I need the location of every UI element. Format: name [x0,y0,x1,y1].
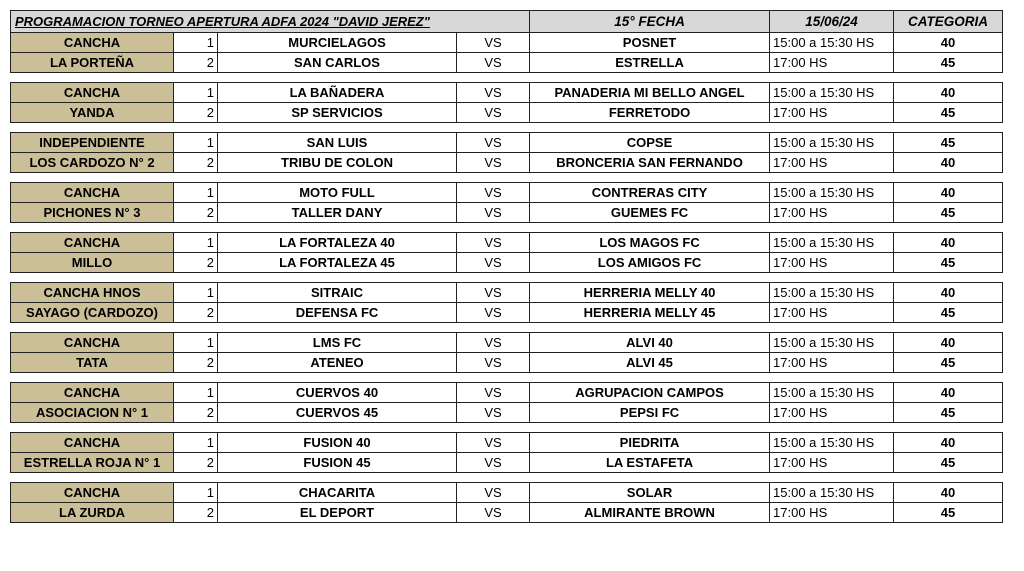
match-category: 40 [894,433,1003,453]
home-team: CUERVOS 45 [218,403,457,423]
vs-label: VS [457,253,530,273]
venue-name-line2: PICHONES N° 3 [11,203,174,223]
match-category: 40 [894,333,1003,353]
away-team: BRONCERIA SAN FERNANDO [530,153,770,173]
match-category: 45 [894,133,1003,153]
match-row [11,383,1003,403]
vs-label: VS [457,183,530,203]
match-number: 2 [174,103,218,123]
away-team: AGRUPACION CAMPOS [530,383,770,403]
match-row [11,283,1003,303]
home-team: LA FORTALEZA 45 [218,253,457,273]
match-row [11,33,1003,53]
home-team: MURCIELAGOS [218,33,457,53]
match-row [11,333,1003,353]
vs-label: VS [457,303,530,323]
venue-name-line1: CANCHA [11,233,174,253]
spacer-row [11,173,1003,183]
match-row [11,83,1003,103]
venue-name-line2: TATA [11,353,174,373]
match-row [11,133,1003,153]
spacer-cell [11,273,1003,283]
match-row [11,433,1003,453]
match-row [11,453,1003,473]
fixture-table [10,10,1003,523]
away-team: LOS AMIGOS FC [530,253,770,273]
match-number: 2 [174,253,218,273]
header-row [11,11,1003,33]
away-team: SOLAR [530,483,770,503]
home-team: MOTO FULL [218,183,457,203]
home-team: SAN CARLOS [218,53,457,73]
away-team: HERRERIA MELLY 45 [530,303,770,323]
spacer-row [11,73,1003,83]
vs-label: VS [457,33,530,53]
vs-label: VS [457,483,530,503]
venue-name-line1: INDEPENDIENTE [11,133,174,153]
match-category: 45 [894,103,1003,123]
match-category: 40 [894,233,1003,253]
venue-name-line1: CANCHA [11,183,174,203]
home-team: FUSION 40 [218,433,457,453]
spacer-cell [11,423,1003,433]
match-time: 17:00 HS [770,353,894,373]
venue-name-line1: CANCHA [11,383,174,403]
match-time: 17:00 HS [770,503,894,523]
match-time: 15:00 a 15:30 HS [770,383,894,403]
round-label: 15° FECHA [530,11,770,33]
venue-name-line1: CANCHA HNOS [11,283,174,303]
away-team: COPSE [530,133,770,153]
away-team: ALMIRANTE BROWN [530,503,770,523]
spacer-cell [11,373,1003,383]
match-category: 45 [894,253,1003,273]
away-team: HERRERIA MELLY 40 [530,283,770,303]
home-team: TRIBU DE COLON [218,153,457,173]
venue-name-line2: ESTRELLA ROJA N° 1 [11,453,174,473]
match-time: 15:00 a 15:30 HS [770,33,894,53]
match-category: 40 [894,83,1003,103]
match-category: 45 [894,53,1003,73]
match-category: 40 [894,483,1003,503]
venue-name-line2: SAYAGO (CARDOZO) [11,303,174,323]
vs-label: VS [457,453,530,473]
home-team: CHACARITA [218,483,457,503]
match-time: 15:00 a 15:30 HS [770,233,894,253]
match-number: 2 [174,453,218,473]
spacer-row [11,273,1003,283]
away-team: PIEDRITA [530,433,770,453]
match-number: 2 [174,153,218,173]
venue-name-line1: CANCHA [11,83,174,103]
match-category: 45 [894,203,1003,223]
tournament-title: PROGRAMACION TORNEO APERTURA ADFA 2024 "DAVID JEREZ" [11,11,530,33]
match-time: 15:00 a 15:30 HS [770,133,894,153]
spacer-cell [11,473,1003,483]
match-time: 15:00 a 15:30 HS [770,183,894,203]
home-team: SAN LUIS [218,133,457,153]
match-time: 17:00 HS [770,453,894,473]
match-number: 2 [174,53,218,73]
match-number: 1 [174,33,218,53]
home-team: EL DEPORT [218,503,457,523]
away-team: CONTRERAS CITY [530,183,770,203]
vs-label: VS [457,403,530,423]
match-category: 40 [894,183,1003,203]
venue-name-line2: YANDA [11,103,174,123]
spacer-row [11,373,1003,383]
away-team: ALVI 45 [530,353,770,373]
match-time: 17:00 HS [770,303,894,323]
vs-label: VS [457,233,530,253]
spacer-cell [11,73,1003,83]
match-row [11,353,1003,373]
away-team: GUEMES FC [530,203,770,223]
match-number: 1 [174,133,218,153]
venue-name-line2: LA PORTEÑA [11,53,174,73]
match-category: 45 [894,453,1003,473]
away-team: ESTRELLA [530,53,770,73]
venue-name-line1: CANCHA [11,433,174,453]
match-row [11,483,1003,503]
spacer-row [11,473,1003,483]
home-team: DEFENSA FC [218,303,457,323]
match-category: 40 [894,283,1003,303]
match-time: 17:00 HS [770,403,894,423]
home-team: SITRAIC [218,283,457,303]
match-category: 45 [894,353,1003,373]
spacer-row [11,223,1003,233]
match-category: 45 [894,503,1003,523]
vs-label: VS [457,353,530,373]
match-row [11,103,1003,123]
away-team: LA ESTAFETA [530,453,770,473]
match-row [11,403,1003,423]
away-team: FERRETODO [530,103,770,123]
spacer-row [11,123,1003,133]
match-time: 17:00 HS [770,253,894,273]
vs-label: VS [457,503,530,523]
match-number: 1 [174,283,218,303]
vs-label: VS [457,433,530,453]
match-number: 2 [174,353,218,373]
spacer-cell [11,123,1003,133]
vs-label: VS [457,83,530,103]
match-row [11,153,1003,173]
match-time: 15:00 a 15:30 HS [770,483,894,503]
match-row [11,233,1003,253]
spacer-cell [11,173,1003,183]
match-category: 45 [894,403,1003,423]
match-category: 40 [894,383,1003,403]
match-number: 1 [174,233,218,253]
venue-name-line2: MILLO [11,253,174,273]
home-team: LA BAÑADERA [218,83,457,103]
spacer-cell [11,223,1003,233]
vs-label: VS [457,203,530,223]
match-number: 1 [174,483,218,503]
match-time: 15:00 a 15:30 HS [770,83,894,103]
match-time: 15:00 a 15:30 HS [770,433,894,453]
spacer-row [11,323,1003,333]
home-team: TALLER DANY [218,203,457,223]
spacer-cell [11,323,1003,333]
category-header: CATEGORIA [894,11,1003,33]
vs-label: VS [457,333,530,353]
match-number: 1 [174,183,218,203]
match-row [11,203,1003,223]
match-category: 40 [894,33,1003,53]
match-number: 2 [174,503,218,523]
home-team: CUERVOS 40 [218,383,457,403]
match-time: 17:00 HS [770,103,894,123]
match-row [11,303,1003,323]
away-team: PEPSI FC [530,403,770,423]
vs-label: VS [457,283,530,303]
venue-name-line2: ASOCIACION N° 1 [11,403,174,423]
match-number: 2 [174,203,218,223]
match-time: 17:00 HS [770,53,894,73]
match-time: 15:00 a 15:30 HS [770,333,894,353]
away-team: ALVI 40 [530,333,770,353]
venue-name-line1: CANCHA [11,333,174,353]
match-time: 17:00 HS [770,203,894,223]
vs-label: VS [457,133,530,153]
vs-label: VS [457,383,530,403]
home-team: FUSION 45 [218,453,457,473]
match-row [11,183,1003,203]
match-row [11,253,1003,273]
away-team: POSNET [530,33,770,53]
match-number: 1 [174,433,218,453]
match-time: 17:00 HS [770,153,894,173]
vs-label: VS [457,153,530,173]
venue-name-line1: CANCHA [11,483,174,503]
match-number: 1 [174,333,218,353]
home-team: SP SERVICIOS [218,103,457,123]
match-time: 15:00 a 15:30 HS [770,283,894,303]
vs-label: VS [457,53,530,73]
match-category: 45 [894,303,1003,323]
match-row [11,503,1003,523]
home-team: LMS FC [218,333,457,353]
venue-name-line2: LA ZURDA [11,503,174,523]
home-team: LA FORTALEZA 40 [218,233,457,253]
match-row [11,53,1003,73]
match-number: 1 [174,383,218,403]
vs-label: VS [457,103,530,123]
match-number: 1 [174,83,218,103]
venue-name-line1: CANCHA [11,33,174,53]
spacer-row [11,423,1003,433]
match-category: 40 [894,153,1003,173]
away-team: PANADERIA MI BELLO ANGEL [530,83,770,103]
venue-name-line2: LOS CARDOZO N° 2 [11,153,174,173]
away-team: LOS MAGOS FC [530,233,770,253]
home-team: ATENEO [218,353,457,373]
date-label: 15/06/24 [770,11,894,33]
match-number: 2 [174,303,218,323]
match-number: 2 [174,403,218,423]
